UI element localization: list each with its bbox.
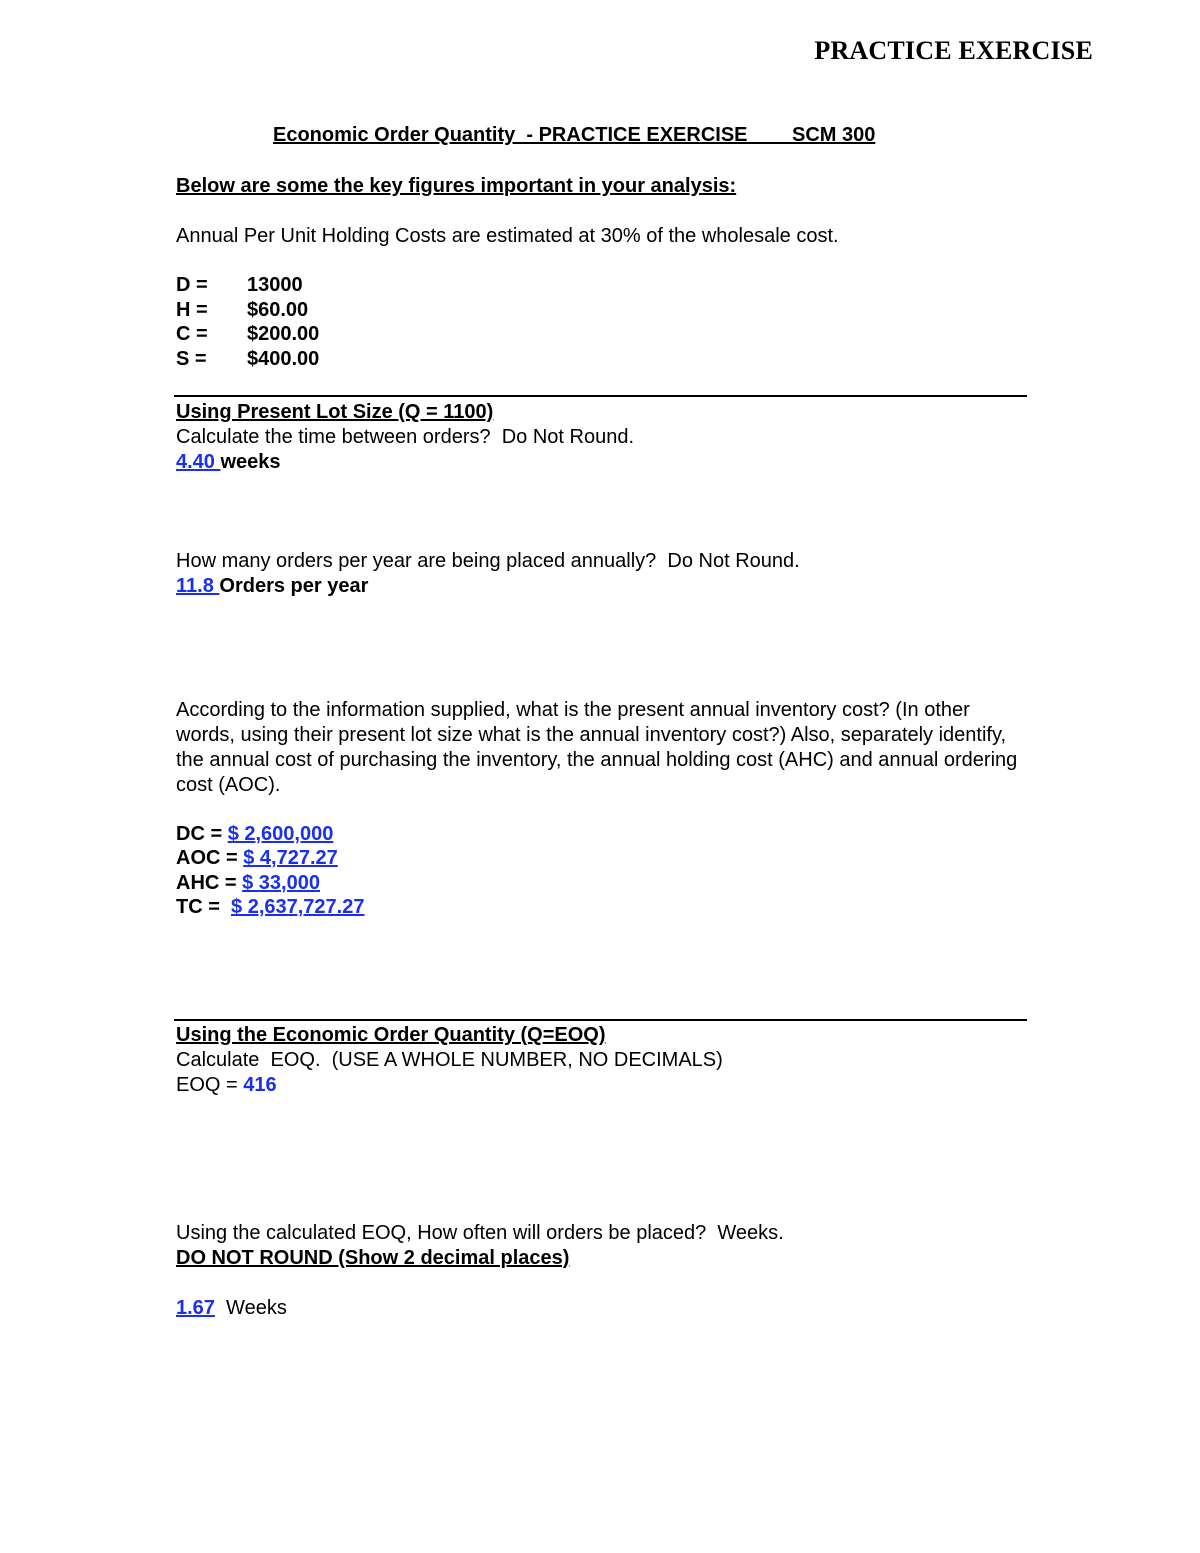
section1-q2-question: How many orders per year are being placed annually? Do Not Round. xyxy=(176,550,800,572)
cost-value: $ 2,600,000 xyxy=(227,823,334,845)
section2-q2-answer-line xyxy=(176,1296,287,1320)
key-figures-heading: Below are some the key figures important in your analysis: xyxy=(176,175,737,197)
answer-value: 11.8 xyxy=(176,575,220,597)
var-value: 13000 xyxy=(247,274,303,296)
cost-row-tc xyxy=(176,895,364,919)
cost-label: TC = xyxy=(176,896,232,918)
cost-value: $ 33,000 xyxy=(242,872,320,894)
cost-label: DC = xyxy=(176,823,228,845)
section2-q1-question: Calculate EOQ. (USE A WHOLE NUMBER, NO DECIMALS) xyxy=(176,1049,723,1071)
answer-unit: weeks xyxy=(220,451,281,473)
section1-q1-answer-line xyxy=(176,450,281,474)
var-value: $200.00 xyxy=(247,323,320,345)
var-label: S = xyxy=(176,348,207,370)
answer-value: 4.40 xyxy=(176,451,221,473)
section1-q3-question: According to the information supplied, what is the present annual inventory cost? (In other words, using their present lot size what is the annual inventory cost?) Also, separately identify, the annual cost of purchasing the inventory, the annual holding cost (AHC) and annual ordering cost (AOC). xyxy=(176,699,1018,796)
var-value: $400.00 xyxy=(247,348,320,370)
answer-unit: Orders per year xyxy=(219,575,369,597)
header-title: PRACTICE EXERCISE xyxy=(814,36,1093,65)
answer-label: EOQ = xyxy=(176,1074,244,1096)
cost-row-ahc xyxy=(176,871,320,895)
section2-q2-instruction: DO NOT ROUND (Show 2 decimal places) xyxy=(176,1247,570,1269)
answer-value: 1.67 xyxy=(176,1297,215,1319)
var-row-s xyxy=(176,347,319,371)
section1-heading: Using Present Lot Size (Q = 1100) xyxy=(176,401,494,423)
answer-unit: Weeks xyxy=(214,1297,287,1319)
document-title: Economic Order Quantity - PRACTICE EXERCISE SCM 300 xyxy=(273,124,876,146)
section1-q1-question: Calculate the time between orders? Do Not Round. xyxy=(176,426,635,448)
var-label: D = xyxy=(176,274,208,296)
section2-heading: Using the Economic Order Quantity (Q=EOQ) xyxy=(176,1024,606,1046)
section1-q2-answer-line xyxy=(176,574,368,598)
var-row-c xyxy=(176,322,319,346)
var-row-d xyxy=(176,273,303,297)
cost-label: AOC = xyxy=(176,847,244,869)
var-value: $60.00 xyxy=(247,299,309,321)
section2-q1-answer-line xyxy=(176,1073,277,1097)
section-divider xyxy=(174,395,1027,397)
cost-row-aoc xyxy=(176,846,338,870)
var-row-h xyxy=(176,298,308,322)
cost-label: AHC = xyxy=(176,872,243,894)
section-divider xyxy=(174,1019,1027,1021)
cost-value: $ 4,727.27 xyxy=(243,847,338,869)
cost-row-dc xyxy=(176,822,333,846)
var-label: C = xyxy=(176,323,208,345)
cost-value: $ 2,637,727.27 xyxy=(231,896,365,918)
answer-value: 416 xyxy=(243,1074,277,1096)
var-label: H = xyxy=(176,299,208,321)
section2-q2-question: Using the calculated EOQ, How often will orders be placed? Weeks. xyxy=(176,1222,784,1244)
holding-cost-note: Annual Per Unit Holding Costs are estimated at 30% of the wholesale cost. xyxy=(176,225,839,247)
